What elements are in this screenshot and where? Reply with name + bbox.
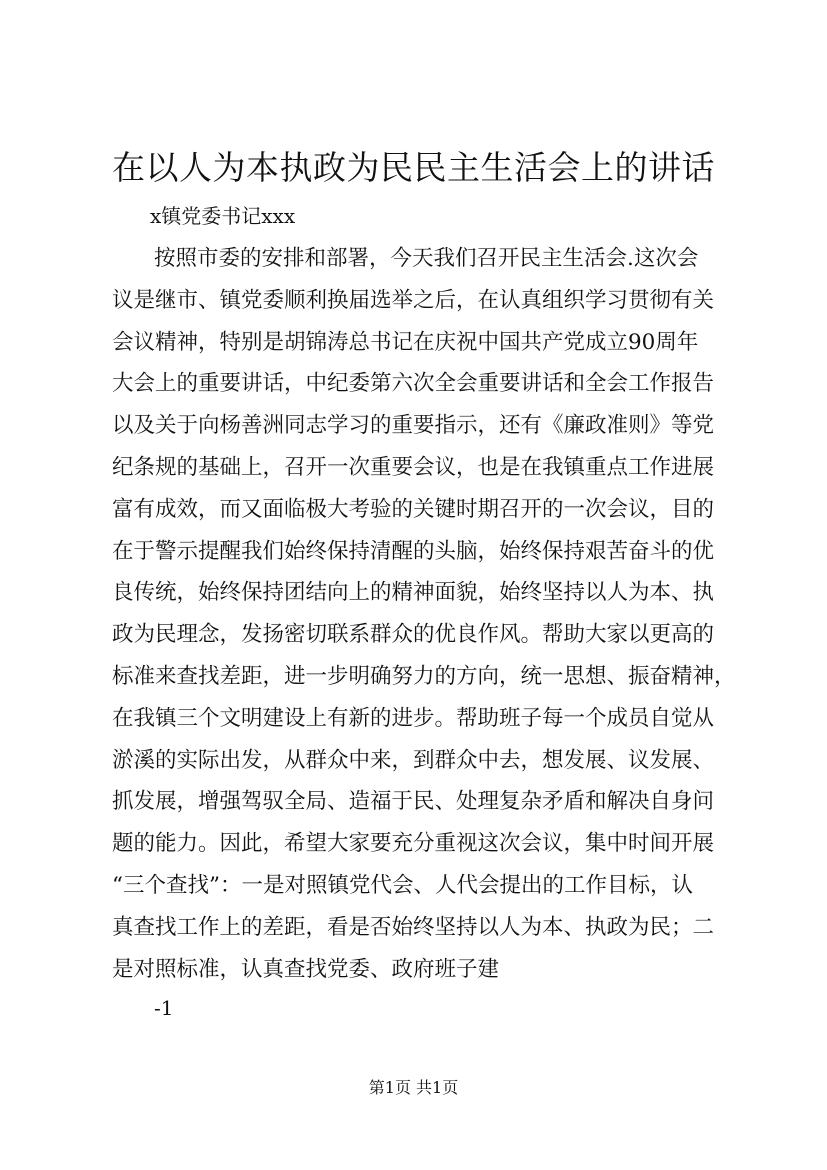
document-title: 在以人为本执政为民民主生活会上的讲话 <box>112 148 715 187</box>
text-line: 政为民理念，发扬密切联系群众的优良作风。帮助大家以更高的 <box>112 622 715 648</box>
text-line: 题的能力。因此，希望大家要充分重视这次会议，集中时间开展 <box>112 831 715 857</box>
text-line: 富有成效，而又面临极大考验的关键时期召开的一次会议，目的 <box>112 496 715 522</box>
text-line: 淤溪的实际出发，从群众中来，到群众中去，想发展、议发展、 <box>112 747 715 773</box>
speaker-byline: x镇党委书记xxx <box>150 204 296 228</box>
text-line: 按照市委的安排和部署，今天我们召开民主生活会.这次会 <box>154 246 699 271</box>
page-footer: 第1页 共1页 <box>368 1078 459 1097</box>
text-line: 是对照标准，认真查找党委、政府班子建 <box>112 956 500 982</box>
text-line: 良传统，始终保持团结向上的精神面貌，始终坚持以人为本、执 <box>112 580 715 606</box>
text-line: “三个查找”：一是对照镇党代会、人代会提出的工作目标，认 <box>112 872 693 898</box>
text-line: 纪条规的基础上，召开一次重要会议，也是在我镇重点工作进展 <box>112 454 715 480</box>
text-line: 以及关于向杨善洲同志学习的重要指示，还有《廉政准则》等党 <box>112 413 715 439</box>
text-line: 抓发展，增强驾驭全局、造福于民、处理复杂矛盾和解决自身问 <box>112 789 715 815</box>
text-line: 在我镇三个文明建设上有新的进步。帮助班子每一个成员自觉从 <box>112 705 715 731</box>
text-line: 议是继市、镇党委顺利换届选举之后，在认真组织学习贯彻有关 <box>112 287 715 313</box>
text-line: 大会上的重要讲话，中纪委第六次全会重要讲话和全会工作报告 <box>112 371 715 397</box>
page-marker: -1 <box>154 996 174 1020</box>
text-line: 在于警示提醒我们始终保持清醒的头脑，始终保持艰苦奋斗的优 <box>112 538 715 564</box>
text-line: 会议精神，特别是胡锦涛总书记在庆祝中国共产党成立90周年 <box>112 329 699 355</box>
text-line: 标准来查找差距，进一步明确努力的方向，统一思想、振奋精神， <box>112 663 736 689</box>
speech-body <box>112 238 736 990</box>
text-line: 真查找工作上的差距，看是否始终坚持以人为本、执政为民；二 <box>112 914 715 940</box>
